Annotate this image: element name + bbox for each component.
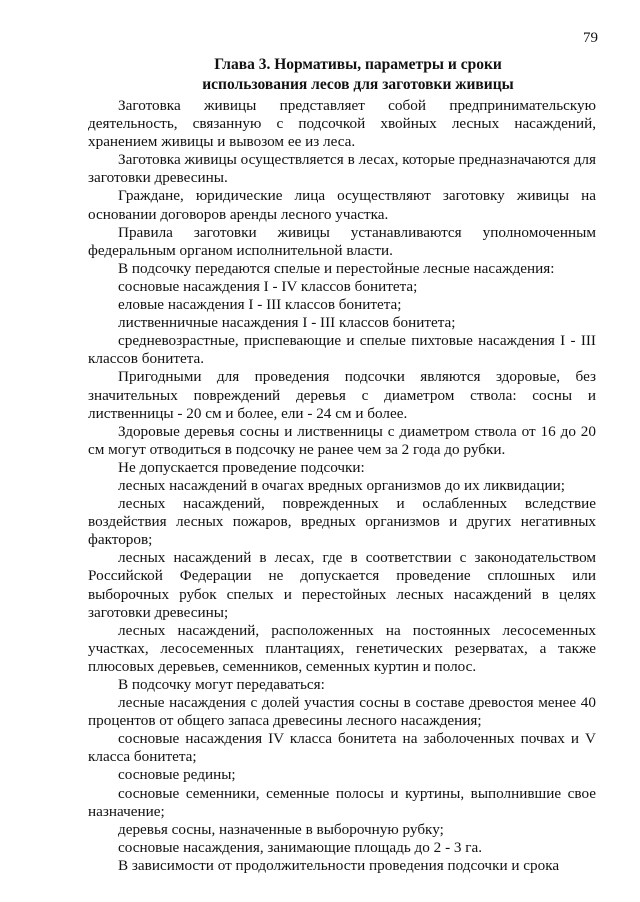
chapter-title-line-1: Глава 3. Нормативы, параметры и сроки xyxy=(214,56,502,73)
paragraph: В подсочку передаются спелые и перестойные лесные насаждения: xyxy=(118,259,555,277)
paragraph: лесных насаждений, расположенных на постоянных лесосеменных участках, лесосеменных плантациях, генетических резерватах, а также плюсовых деревьев, семенников, семенных куртин и полос. xyxy=(88,621,596,675)
paragraph: Правила заготовки живицы устанавливаются уполномоченным федеральным органом исполнительной власти. xyxy=(88,223,596,259)
paragraph: Здоровые деревья сосны и лиственницы с диаметром ствола от 16 до 20 см могут отводиться в подсочку не ранее чем за 2 года до рубки. xyxy=(88,422,596,458)
paragraph: Граждане, юридические лица осуществляют заготовку живицы на основании договоров аренды лесного участка. xyxy=(88,187,596,223)
paragraph: Не допускается проведение подсочки: xyxy=(118,458,365,476)
paragraph: сосновые насаждения, занимающие площадь до 2 - 3 га. xyxy=(118,838,483,856)
paragraph: лесных насаждений, поврежденных и ослабленных вследствие воздействия лесных пожаров, вредных организмов и других негативных факторов; xyxy=(88,495,596,549)
paragraph: сосновые семенники, семенные полосы и куртины, выполнившие свое назначение; xyxy=(88,784,596,820)
paragraph: еловые насаждения I - III классов бонитета; xyxy=(118,296,402,314)
chapter-title-line-2: использования лесов для заготовки живицы xyxy=(202,76,514,93)
paragraph: сосновые редины; xyxy=(118,766,236,784)
page-number: 79 xyxy=(583,30,598,46)
paragraph: Пригодными для проведения подсочки являются здоровые, без значительных повреждений деревья с диаметром ствола: сосны и лиственницы - 20 см и более, ели - 24 см и более. xyxy=(88,368,596,422)
paragraph: Заготовка живицы осуществляется в лесах, которые предназначаются для заготовки древесины. xyxy=(88,151,596,187)
paragraph: лесных насаждений в лесах, где в соответствии с законодательством Российской Федерации не допускается проведение сплошных или выборочных рубок спелых и перестойных лесных насаждений в целях заготовки древесины; xyxy=(88,549,596,621)
paragraph: сосновые насаждения IV класса бонитета на заболоченных почвах и V класса бонитета; xyxy=(88,730,596,766)
paragraph: деревья сосны, назначенные в выборочную рубку; xyxy=(118,820,444,838)
paragraph: сосновые насаждения I - IV классов бонитета; xyxy=(118,277,418,295)
paragraph: В подсочку могут передаваться: xyxy=(118,676,325,693)
paragraph: лиственничные насаждения I - III классов бонитета; xyxy=(118,314,456,332)
paragraph: Заготовка живицы представляет собой предпринимательскую деятельность, связанную с подсочкой хвойных лесных насаждений, хранением живицы и вывозом ее из леса. xyxy=(88,97,596,151)
paragraph: средневозрастные, приспевающие и спелые пихтовые насаждения I - III классов бонитета. xyxy=(88,332,596,368)
paragraph: лесные насаждения с долей участия сосны в составе древостоя менее 40 процентов от общего запаса древесины лесного насаждения; xyxy=(88,694,596,730)
paragraph: лесных насаждений в очагах вредных организмов до их ликвидации; xyxy=(118,476,565,494)
document-body xyxy=(88,97,596,875)
paragraph: В зависимости от продолжительности проведения подсочки и срока xyxy=(118,856,560,874)
